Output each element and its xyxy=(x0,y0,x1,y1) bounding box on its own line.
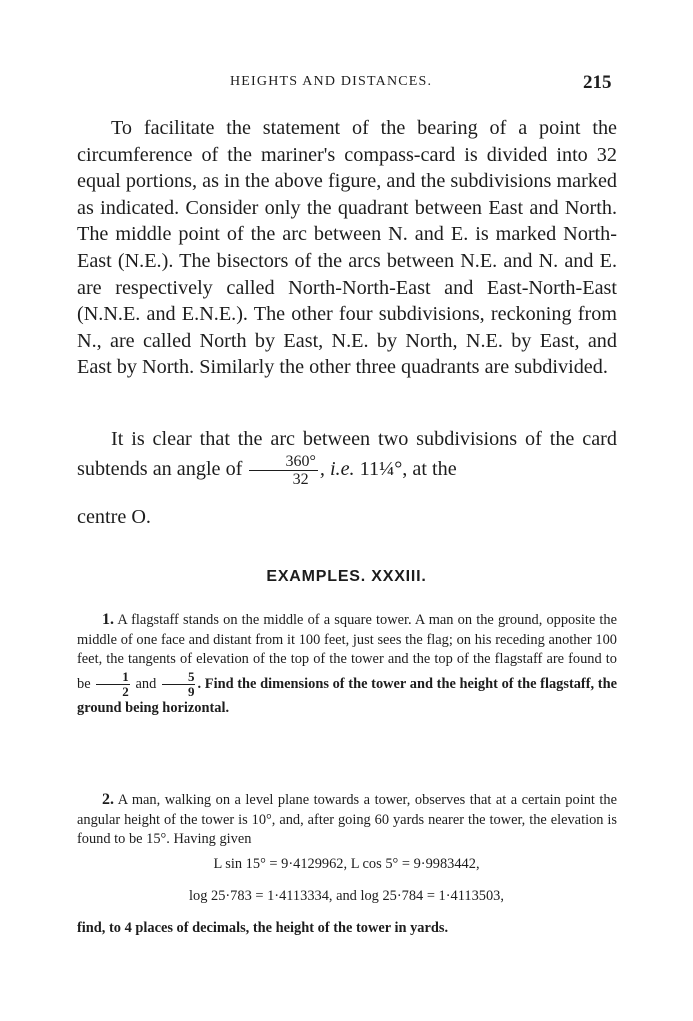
example-1-text-a: A flagstaff stands on the middle of a square tower. A man on the ground, opposite the middle of one face and distant from it 100 feet, just sees the flag; on his receding another 100 feet, the tangents of elevation of the top of the tower and the top of the flagstaff are found to be xyxy=(77,612,617,692)
fraction-denominator: 9 xyxy=(187,683,195,699)
fraction-numerator: 1 xyxy=(96,670,130,685)
example-number: 2. xyxy=(102,791,114,808)
fraction-one-half xyxy=(96,670,130,699)
fraction-denominator: 2 xyxy=(122,683,129,699)
paragraph-arc-angle xyxy=(77,426,617,488)
example-1-text-b: . Find the dimensions of the tower and the height of the flagstaff, the ground being horizontal. xyxy=(77,675,617,716)
fraction-denominator: 32 xyxy=(292,470,309,488)
example-number: 1. xyxy=(102,611,114,628)
fraction-numerator: 5 xyxy=(162,670,196,685)
page-number: 215 xyxy=(583,72,612,93)
fraction-360-over-32 xyxy=(249,453,317,488)
fraction-numerator: 360° xyxy=(249,453,317,471)
and-word: and xyxy=(135,675,157,692)
running-head: HEIGHTS AND DISTANCES. xyxy=(230,74,433,89)
section-heading: EXAMPLES. XXXIII. xyxy=(266,568,427,585)
example-1 xyxy=(77,610,617,718)
example-2-text-a: A man, walking on a level plane towards a tower, observes that at a certain point the angular height of the tower is 10°, and, after going 60 yards nearer the tower, the elevation is found to be 15°. Having given xyxy=(77,792,617,847)
paragraph-compass-card: To facilitate the statement of the bearing of a point the circumference of the mariner's compass-card is divided into 32 equal portions, as in the above figure, and the subdivisions marked as indicated. Consider only the quadrant between East and North. The middle point of the arc between N. and E. is marked North-East (N.E.). The bisectors of the arcs between N.E. and N. and E. are respectively called North-North-East and East-North-East (N.N.E. and E.N.E.). The other four subdivisions, reckoning from N., are called North by East, N.E. by North, N.E. by East, and East by North. Similarly the other three quadrants are subdivided. xyxy=(77,117,617,379)
ie-abbrev: , i.e. xyxy=(319,457,355,480)
formula-log-values: log 25·783 = 1·4113334, and log 25·784 = 1·4113503, xyxy=(189,888,504,904)
page-header xyxy=(0,72,693,96)
example-2 xyxy=(77,790,617,850)
angle-value: 11¼°, at the xyxy=(359,457,457,480)
arc-angle-text: It is clear that the arc between two subdivisions of the card subtends an angle of xyxy=(77,428,617,480)
fraction-five-ninths xyxy=(162,670,196,699)
centre-line: centre O. xyxy=(77,506,151,528)
formula-log-sin-cos: L sin 15° = 9·4129962, L cos 5° = 9·9983442, xyxy=(213,856,480,872)
example-2-question: find, to 4 places of decimals, the height of the tower in yards. xyxy=(77,920,449,936)
